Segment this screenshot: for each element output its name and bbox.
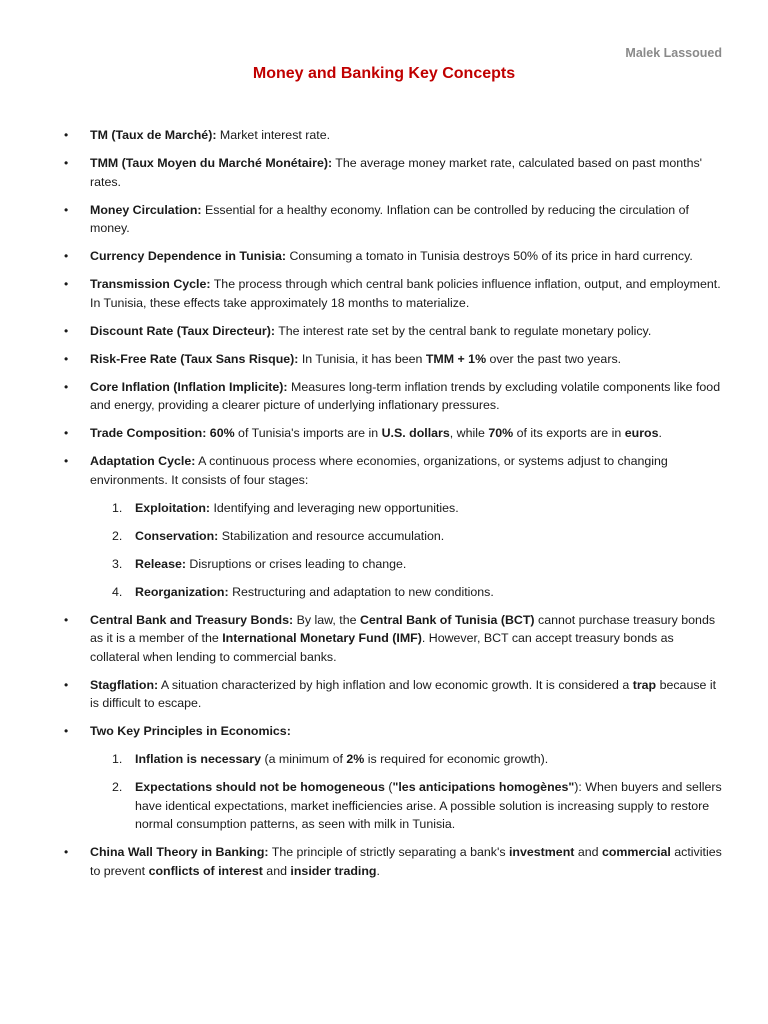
bold-text: Two Key Principles in Economics: <box>90 724 291 738</box>
bold-text: euros <box>624 426 659 440</box>
bold-text: Core Inflation (Inflation Implicite): <box>90 379 288 394</box>
bullet-icon: • <box>64 323 69 338</box>
list-item <box>64 275 724 312</box>
text: The principle of strictly separating a bank's <box>268 845 509 859</box>
bold-text: Transmission Cycle: <box>90 277 211 291</box>
list-item <box>64 322 724 341</box>
text: (a minimum of <box>261 752 347 766</box>
text: over the past two years. <box>486 351 622 366</box>
bullet-icon: • <box>64 249 69 263</box>
bullet-icon: • <box>64 845 69 859</box>
bold-text: investment <box>508 845 575 859</box>
bold-text: 2% <box>346 752 365 766</box>
text: ): When buyers and sellers have identical expectations, market inefficiencies arise. A possible solution is increasing supply to restore normal consumption patterns, as seen with milk in Tunisia. <box>135 780 722 831</box>
numbered-sublist <box>90 499 724 602</box>
bullet-icon: • <box>64 156 69 170</box>
text: A continuous process where economies, organizations, or systems adjust to changing environments. It consists of four stages: <box>90 454 668 487</box>
bullet-icon: • <box>64 351 69 366</box>
text: The process through which central bank policies influence inflation, output, and employment. In Tunisia, these effects take approximately 18 months to materialize. <box>90 277 721 310</box>
text: Consuming a tomato in Tunisia destroys 50% of its price in hard currency. <box>286 249 693 263</box>
list-item <box>64 611 724 667</box>
bold-text: U.S. dollars <box>381 426 450 440</box>
bullet-icon: • <box>64 128 69 142</box>
sublist-item <box>90 555 724 574</box>
bullet-icon: • <box>64 454 69 468</box>
bullet-icon: • <box>64 677 69 692</box>
bold-text: trap <box>632 677 657 692</box>
item-number: 3. <box>112 556 123 571</box>
list-item <box>64 452 724 601</box>
bold-text: Risk-Free Rate (Taux Sans Risque): <box>90 351 299 366</box>
numbered-sublist <box>90 750 724 834</box>
list-item <box>64 126 724 145</box>
bold-text: International Monetary Fund (IMF) <box>222 631 422 645</box>
sublist-item <box>90 527 724 546</box>
bold-text: Adaptation Cycle: <box>90 454 196 468</box>
bold-text: Money Circulation: <box>90 202 202 217</box>
item-number: 1. <box>112 500 123 515</box>
bold-text: Central Bank of Tunisia (BCT) <box>359 612 535 627</box>
document-title: Money and Banking Key Concepts <box>252 65 516 82</box>
sublist-item <box>90 499 724 518</box>
text: Restructuring and adaptation to new conditions. <box>228 584 494 599</box>
bold-text: Reorganization: <box>135 584 229 599</box>
bold-text: "les anticipations homogènes" <box>392 780 575 794</box>
text: and <box>262 863 291 878</box>
bullet-icon: • <box>64 277 69 291</box>
list-item <box>64 350 724 369</box>
list-item <box>64 843 724 880</box>
bullet-icon: • <box>64 202 69 217</box>
bold-text: Exploitation: <box>135 500 211 515</box>
bullet-icon: • <box>64 724 69 738</box>
item-number: 2. <box>112 780 123 794</box>
text: , while <box>449 426 489 440</box>
text: of Tunisia's imports are in <box>234 426 382 440</box>
author-name: Malek Lassoued <box>625 46 722 60</box>
list-item <box>64 722 724 834</box>
list-item <box>64 201 724 238</box>
text: and <box>574 845 602 859</box>
sublist-item <box>90 750 724 769</box>
bold-text: conflicts of interest <box>148 863 263 878</box>
bold-text: TM (Taux de Marché): <box>90 128 217 142</box>
bold-text: Release: <box>135 556 186 571</box>
text: Market interest rate. <box>216 128 331 142</box>
bold-text: 60% <box>209 426 235 440</box>
list-item <box>64 247 724 266</box>
bold-text: commercial <box>601 845 671 859</box>
bullet-icon: • <box>64 379 69 394</box>
text: . <box>376 863 380 878</box>
item-number: 1. <box>112 752 123 766</box>
text: ( <box>384 780 393 794</box>
list-item <box>64 424 724 443</box>
bold-text: TMM (Taux Moyen du Marché Monétaire): <box>90 156 333 170</box>
text: The interest rate set by the central bank to regulate monetary policy. <box>274 323 652 338</box>
bold-text: Expectations should not be homogeneous <box>135 780 385 794</box>
text: . <box>658 426 662 440</box>
list-item <box>64 154 724 191</box>
text: is required for economic growth). <box>364 752 549 766</box>
text: The average money market rate, calculated based on past months' rates. <box>90 156 703 189</box>
sublist-item <box>90 583 724 602</box>
item-number: 2. <box>112 528 123 543</box>
text: Measures long-term inflation trends by excluding volatile components like food and energy, providing a clearer picture of underlying inflationary pressures. <box>90 379 721 412</box>
bold-text: TMM + 1% <box>425 351 487 366</box>
text: Disruptions or crises leading to change. <box>185 556 407 571</box>
text: activities to prevent <box>90 845 722 878</box>
list-item <box>64 378 724 415</box>
text: Identifying and leveraging new opportunities. <box>210 500 459 515</box>
text: cannot purchase treasury bonds as it is a member of the <box>90 612 716 645</box>
bold-text: Currency Dependence in Tunisia: <box>90 249 286 263</box>
bold-text: 70% <box>488 426 514 440</box>
bold-text: Discount Rate (Taux Directeur): <box>90 323 275 338</box>
text: In Tunisia, it has been <box>298 351 426 366</box>
list-item <box>64 676 724 713</box>
bold-text: China Wall Theory in Banking: <box>90 845 269 859</box>
text: . However, BCT can accept treasury bonds as collateral when lending to commercial banks. <box>90 631 674 664</box>
bold-text: insider trading <box>290 863 377 878</box>
bullet-icon: • <box>64 426 69 440</box>
text: Stabilization and resource accumulation. <box>218 528 445 543</box>
text: of its exports are in <box>513 426 625 440</box>
text: By law, the <box>293 612 360 627</box>
text: because it is difficult to escape. <box>90 677 717 710</box>
bold-text: Inflation is necessary <box>135 752 262 766</box>
bullet-icon: • <box>64 612 69 627</box>
text: A situation characterized by high inflation and low economic growth. It is considered a <box>158 677 633 692</box>
item-number: 4. <box>112 584 123 599</box>
bold-text: Trade Composition: <box>90 426 207 440</box>
bold-text: Central Bank and Treasury Bonds: <box>90 612 294 627</box>
sublist-item <box>90 778 724 834</box>
bold-text: Conservation: <box>135 528 219 543</box>
text: Essential for a healthy economy. Inflation can be controlled by reducing the circulation of money. <box>90 202 689 235</box>
bold-text: Stagflation: <box>90 677 159 692</box>
concept-list <box>64 126 724 890</box>
